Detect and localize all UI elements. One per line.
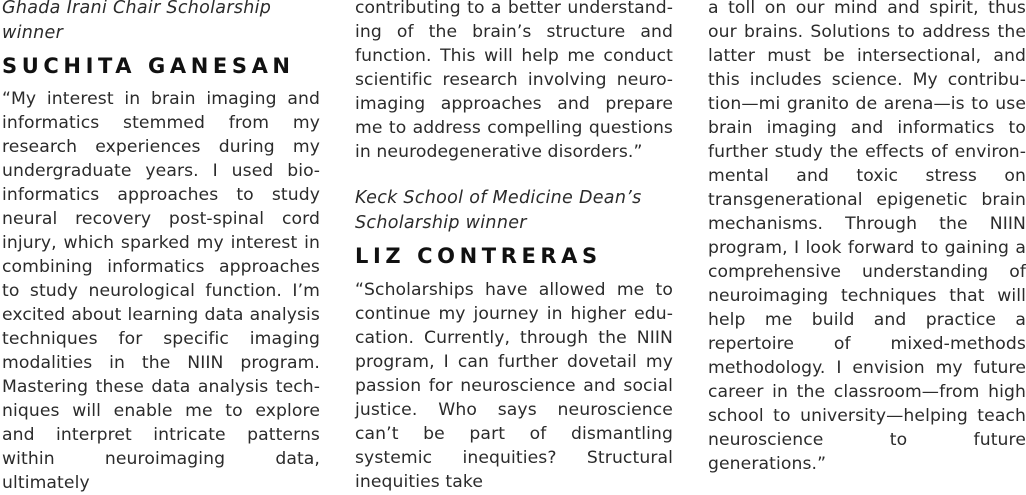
recipient-name-ganesan: SUCHITA GANESAN	[2, 54, 295, 78]
quote-contreras-continued: a toll on our mind and spirit, thus our brains. Solutions to address the latter must be intersectional, and this includes science. My contribution—mi granito de arena—is to use brain imaging and informatics to further study the effects of environmental and toxic stress on transgenerational epigenetic brain mechanisms. Through the NIIN program, I look forward to gaining a comprehensive understanding of neuroimaging techniques that will help me build and practice a repertoire of mixed-methods methodology. I envision my future career in the classroom—from high school to university—helping teach neuroscience to future generations.”	[708, 0, 1026, 474]
column-3	[708, 0, 1026, 476]
scholarship-caption-contreras: Keck School of Medicine Dean’s Scholarship winner	[355, 188, 642, 233]
quote-contreras: “Scholarships have allowed me to continue my journey in higher education. Currently, through the NIIN program, I can further dovetail my passion for neuroscience and social justice. Who says neuroscience can’t be part of dismantling systemic inequities? Structural inequities take	[355, 280, 673, 492]
quote-ganesan: “My interest in brain imaging and informatics stemmed from my research experiences during my undergraduate years. I used bioinformatics approaches to study neural recovery post-spinal cord injury, which sparked my interest in combining informatics approaches to study neurological function. I’m excited about learning data analysis techniques for specific imaging modalities in the NIIN program. Mastering these data analysis techniques will enable me to explore and interpret intricate patterns within neuroimaging data, ultimately	[2, 89, 320, 493]
recipient-name-contreras: LIZ CONTRERAS	[355, 244, 602, 268]
scholarship-caption-ganesan: Ghada Irani Chair Scholarship winner	[2, 0, 272, 43]
column-2	[355, 0, 673, 494]
quote-ganesan-continued: contributing to a better understanding of the brain’s structure and function. This will help me conduct scientific research involving neuroimaging approaches and prepare me to address compelling questions in neurodegenerative disorders.”	[355, 0, 673, 162]
column-1	[2, 0, 320, 495]
